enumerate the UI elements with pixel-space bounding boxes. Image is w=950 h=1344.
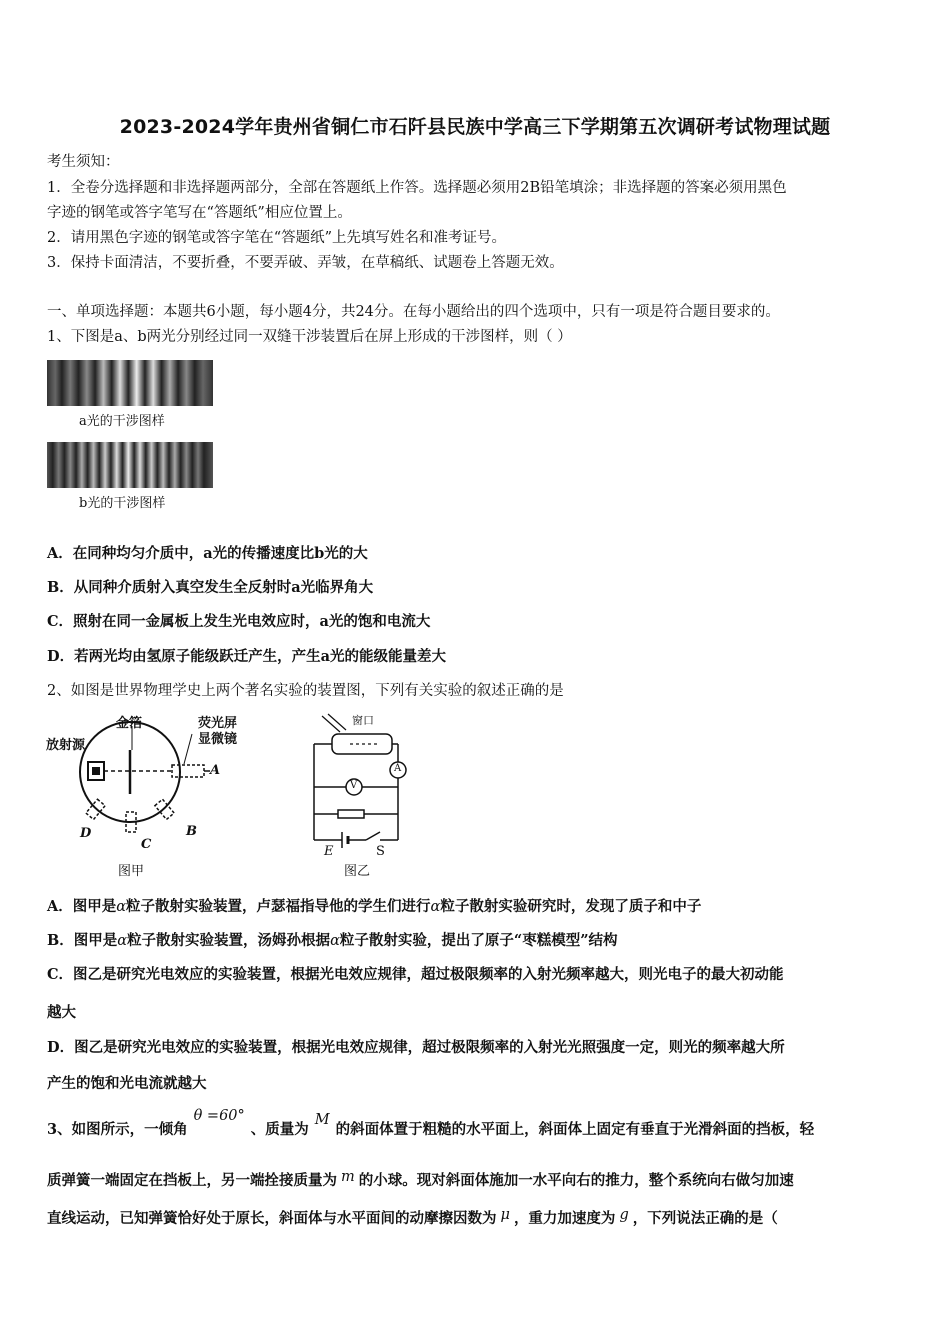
- q2-stem: 2、如图是世界物理学史上两个著名实验的装置图，下列有关实验的叙述正确的是: [47, 683, 564, 699]
- q2-option-d-cont: 产生的饱和光电流就越大: [47, 1075, 207, 1092]
- exam-title: 2023-2024学年贵州省铜仁市石阡县民族中学高三下学期第五次调研考试物理试题: [119, 116, 831, 138]
- q3-stem-line-2: [47, 1171, 794, 1191]
- q3-text: 、质量为: [250, 1121, 309, 1138]
- figure-yi-caption: 图乙: [344, 864, 371, 879]
- q3-stem-line-1: [47, 1108, 815, 1140]
- notice-item-1b: 字迹的钢笔或答字笔写在“答题纸”相应位置上。: [47, 205, 352, 221]
- interference-figure-b: [47, 442, 213, 511]
- label-window: 窗口: [352, 714, 374, 727]
- q1-option-a: A．在同种均匀介质中，a光的传播速度比b光的大: [47, 545, 368, 562]
- figure-jia-caption: 图甲: [118, 864, 145, 879]
- mass-m: m: [341, 1169, 355, 1185]
- friction-coefficient: μ: [500, 1207, 510, 1223]
- label-switch-s: S: [376, 844, 385, 859]
- label-position-d: D: [80, 826, 92, 841]
- q2-option-a: [47, 897, 701, 917]
- q2-option-b: [47, 931, 618, 951]
- interference-caption-a: a光的干涉图样: [79, 414, 165, 429]
- q2-option-b-pre: B．图甲是: [47, 932, 118, 949]
- notice-item-2: 2．请用黑色字迹的钢笔或答字笔在“答题纸”上先填写姓名和准考证号。: [47, 230, 507, 246]
- photoelectric-circuit-diagram: [304, 712, 414, 882]
- q3-stem-line-3: [47, 1209, 778, 1229]
- q3-text: ，重力加速度为: [513, 1210, 616, 1227]
- q3-text: 质弹簧一端固定在挡板上，另一端拴接质量为: [47, 1172, 337, 1189]
- q3-text: 3、如图所示，一倾角: [47, 1121, 188, 1138]
- q3-text: ，下列说法正确的是（: [632, 1210, 778, 1227]
- q2-option-b-mid: 粒子散射实验装置，汤姆孙根据: [127, 932, 331, 949]
- q2-option-c: C．图乙是研究光电效应的实验装置，根据光电效应规律，超过极限频率的入射光频率越大，则光电子的最大初动能: [47, 966, 784, 983]
- ammeter-symbol: A: [394, 763, 402, 774]
- q3-text: 的斜面体置于粗糙的水平面上，斜面体上固定有垂直于光滑斜面的挡板，轻: [335, 1121, 815, 1138]
- interference-figure-a: [47, 360, 213, 429]
- photoelectric-figure: [304, 712, 414, 882]
- gravity-g: g: [619, 1207, 629, 1223]
- label-radioactive-source: 放射源: [46, 738, 86, 753]
- q2-option-d: D．图乙是研究光电效应的实验装置，根据光电效应规律，超过极限频率的入射光光照强度一定，则光的频率越大所: [47, 1039, 785, 1056]
- mass-M: M: [314, 1112, 330, 1128]
- q2-option-c-cont: 越大: [47, 1004, 76, 1021]
- q1-stem: 1、下图是a、b两光分别经过同一双缝干涉装置后在屏上形成的干涉图样，则（ ）: [47, 329, 572, 345]
- voltmeter-symbol: V: [350, 780, 358, 791]
- alpha-scattering-figure: [44, 712, 244, 882]
- interference-caption-b: b光的干涉图样: [79, 496, 166, 511]
- label-position-b: B: [186, 824, 197, 839]
- alpha-symbol: α: [430, 899, 441, 915]
- label-position-c: C: [141, 837, 152, 852]
- q1-option-d: D．若两光均由氢原子能级跃迁产生，产生a光的能级能量差大: [47, 648, 446, 665]
- label-fluorescent-screen: 荧光屏: [198, 716, 238, 731]
- label-gold-foil: 金箔: [116, 716, 143, 731]
- alpha-symbol: α: [117, 933, 128, 949]
- interference-pattern-b: [47, 442, 213, 494]
- q3-text: 的小球。现对斜面体施加一水平向右的推力，整个系统向右做匀加速: [358, 1172, 794, 1189]
- q1-option-c: C．照射在同一金属板上发生光电效应时，a光的饱和电流大: [47, 613, 431, 630]
- label-microscope: 显微镜: [198, 732, 238, 747]
- alpha-symbol: α: [330, 933, 340, 949]
- q1-option-b: B．从同种介质射入真空发生全反射时a光临界角大: [47, 579, 374, 596]
- label-position-a: A: [210, 763, 221, 778]
- notice-item-1: 1．全卷分选择题和非选择题两部分，全部在答题纸上作答。选择题必须用2B铅笔填涂；非选择题的答案必须用黑色: [47, 180, 787, 196]
- q3-text: 直线运动，已知弹簧恰好处于原长，斜面体与水平面间的动摩擦因数为: [47, 1210, 497, 1227]
- alpha-symbol: α: [116, 899, 127, 915]
- q2-option-a-pre: A．图甲是: [47, 898, 117, 915]
- section-heading: 一、单项选择题：本题共6小题，每小题4分，共24分。在每小题给出的四个选项中，只有一项是符合题目要求的。: [47, 304, 780, 320]
- label-battery-e: E: [324, 844, 334, 859]
- q2-option-a-post: 粒子散射实验研究时，发现了质子和中子: [440, 898, 702, 915]
- q2-option-b-post: 粒子散射实验，提出了原子“枣糕模型”结构: [339, 932, 618, 949]
- q2-option-a-mid: 粒子散射实验装置，卢瑟福指导他的学生们进行: [126, 898, 431, 915]
- notice-item-3: 3．保持卡面清洁，不要折叠，不要弄破、弄皱，在草稿纸、试题卷上答题无效。: [47, 255, 564, 271]
- notice-heading: 考生须知：: [47, 154, 120, 170]
- angle-theta: θ =60°: [193, 1108, 245, 1124]
- interference-pattern-a: [47, 360, 213, 412]
